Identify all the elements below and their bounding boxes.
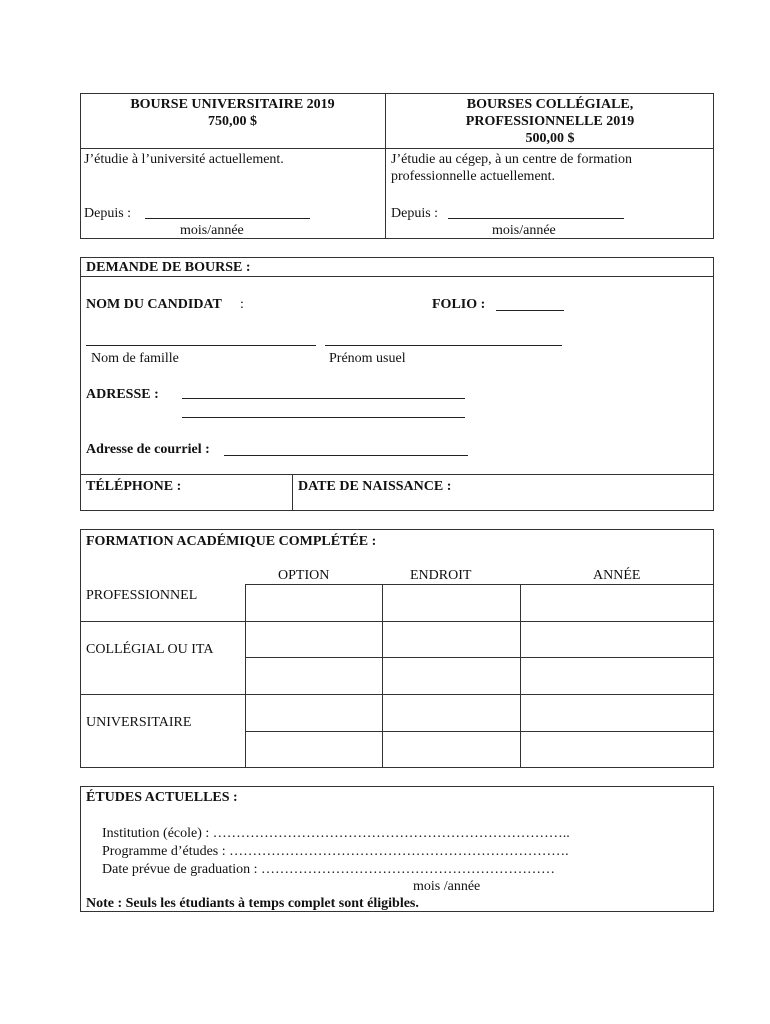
formation-row-divider-univ-inner (245, 731, 714, 732)
graduation-mois-annee: mois /année (413, 879, 481, 894)
formation-row-divider-coll-inner (245, 657, 714, 658)
formation-title: FORMATION ACADÉMIQUE COMPLÉTÉE : (86, 534, 377, 549)
bourse-collegiale-title-line1: BOURSES COLLÉGIALE, (466, 97, 634, 112)
bourse-table-header-divider (80, 148, 714, 149)
bourse-collegiale-depuis-label: Depuis : (391, 206, 439, 221)
bourse-universitaire-depuis-field[interactable] (145, 218, 310, 219)
telephone-label[interactable]: TÉLÉPHONE : (86, 479, 182, 494)
row-label-professionnel: PROFESSIONNEL (86, 588, 198, 603)
eligibility-note: Note : Seuls les étudiants à temps complet sont éligibles. (86, 896, 419, 911)
formation-col-divider-1 (245, 584, 246, 768)
formation-grid-top (245, 584, 714, 585)
row-label-collegial: COLLÉGIAL OU ITA (86, 642, 214, 657)
folio-label: FOLIO : (432, 297, 486, 312)
bourse-universitaire-statement: J’étudie à l’université actuellement. (84, 152, 284, 167)
nom-candidat-label: NOM DU CANDIDAT (86, 297, 222, 312)
telephone-naissance-divider (292, 474, 293, 511)
prenom-label: Prénom usuel (329, 351, 406, 366)
programme-field[interactable]: Programme d’études : ………………………………………………………………. (102, 844, 569, 859)
bourse-universitaire-amount: 750,00 $ (208, 114, 257, 129)
bourse-universitaire-depuis-label: Depuis : (84, 206, 132, 221)
courriel-field[interactable] (224, 455, 468, 456)
nom-candidat-colon: : (240, 297, 244, 312)
folio-field[interactable] (496, 310, 564, 311)
nom-famille-field[interactable] (86, 345, 316, 346)
formation-row-divider-pro (80, 621, 714, 622)
bourse-universitaire-title: BOURSE UNIVERSITAIRE 2019 (130, 97, 335, 112)
bourse-collegiale-mois-annee: mois/année (492, 223, 556, 238)
col-header-option: OPTION (278, 568, 330, 583)
institution-field[interactable]: Institution (école) : ………………………………………………………………….. (102, 826, 570, 841)
formation-col-divider-3 (520, 584, 521, 768)
demande-title-divider (80, 276, 714, 277)
date-naissance-label[interactable]: DATE DE NAISSANCE : (298, 479, 452, 494)
col-header-annee: ANNÉE (593, 568, 641, 583)
bourse-collegiale-depuis-field[interactable] (448, 218, 624, 219)
demande-title: DEMANDE DE BOURSE : (86, 260, 251, 275)
graduation-field[interactable]: Date prévue de graduation : ……………………………………………………… (102, 862, 555, 877)
adresse-label: ADRESSE : (86, 387, 159, 402)
formation-row-divider-coll (80, 694, 714, 695)
nom-famille-label: Nom de famille (91, 351, 179, 366)
formation-col-divider-2 (382, 584, 383, 768)
row-label-universitaire: UNIVERSITAIRE (86, 715, 192, 730)
courriel-label: Adresse de courriel : (86, 442, 210, 457)
adresse-field-line2[interactable] (182, 417, 465, 418)
adresse-field-line1[interactable] (182, 398, 465, 399)
prenom-field[interactable] (325, 345, 562, 346)
col-header-endroit: ENDROIT (410, 568, 472, 583)
bourse-collegiale-amount: 500,00 $ (525, 131, 575, 146)
telephone-row-divider (80, 474, 714, 475)
bourse-collegiale-title-line2: PROFESSIONNELLE 2019 (465, 114, 635, 129)
bourse-collegiale-statement-line1: J’étudie au cégep, à un centre de formation (391, 152, 633, 167)
bourse-collegiale-statement-line2: professionnelle actuellement. (391, 169, 556, 184)
bourse-universitaire-mois-annee: mois/année (180, 223, 244, 238)
etudes-title: ÉTUDES ACTUELLES : (86, 790, 238, 805)
